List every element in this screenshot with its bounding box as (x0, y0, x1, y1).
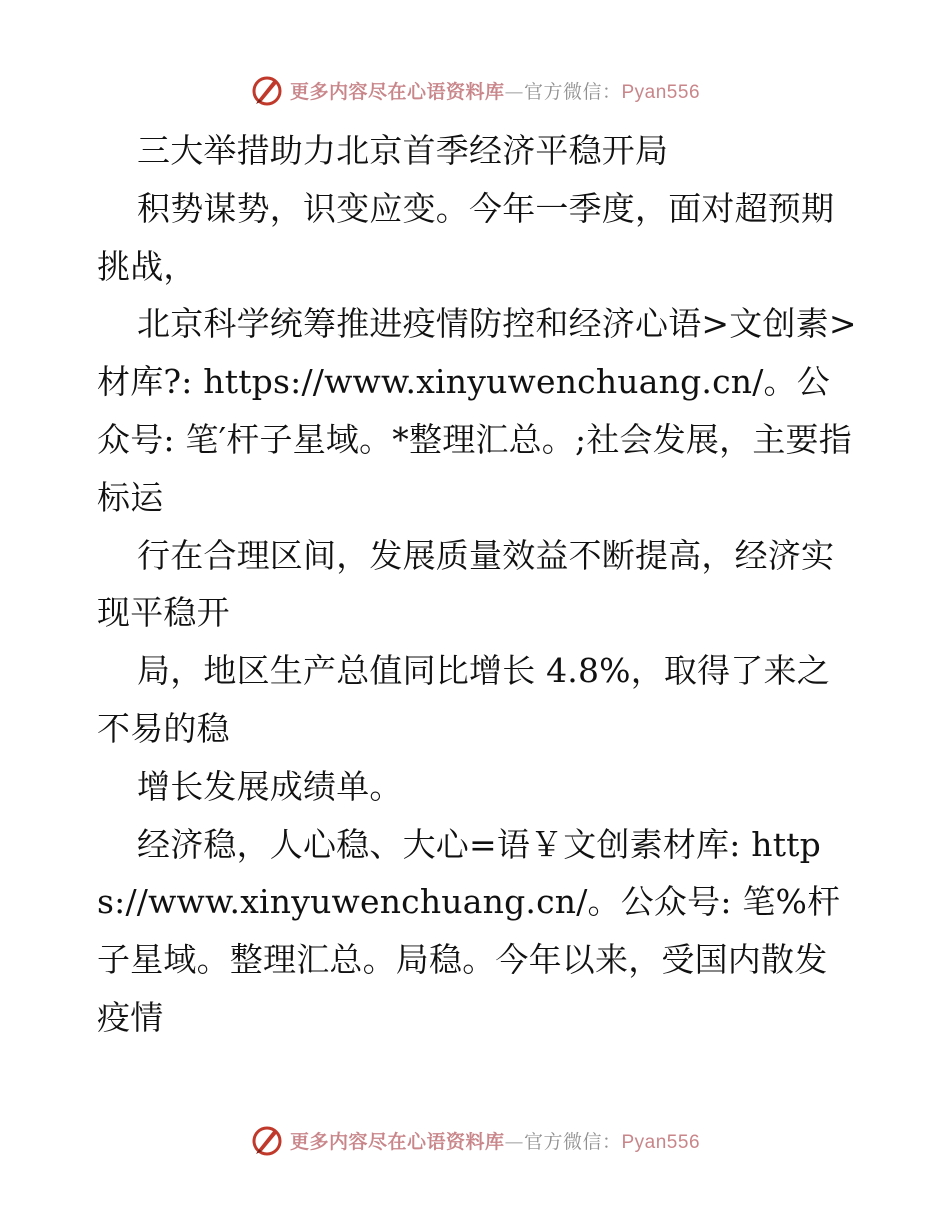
paragraph: 经济稳，人心稳、大心=语￥文创素材库: https://www.xinyuwenchuang.cn/。公众号: 笔%杆子星域。整理汇总。局稳。今年以来，受国内散发疫情 (97, 824, 841, 1037)
paragraph: 积势谋势，识变应变。今年一季度，面对超预期挑战， (97, 188, 835, 286)
footer-banner (0, 1120, 950, 1160)
header-banner-wechat-label: 官方微信： (523, 80, 622, 103)
header-banner-separator: — (504, 80, 524, 103)
footer-banner-wechat-label: 官方微信： (523, 1130, 622, 1153)
footer-banner-main: 更多内容尽在心语资料库 (289, 1130, 505, 1153)
document-title: 三大举措助力北京首季经济平稳开局 (137, 131, 669, 170)
footer-banner-text (290, 1127, 700, 1154)
footer-banner-separator: — (504, 1130, 524, 1153)
header-banner (0, 70, 950, 110)
header-banner-wechat-id: Pyan556 (621, 81, 701, 103)
quill-pen-logo-icon (250, 1123, 284, 1157)
quill-pen-logo-icon (250, 73, 284, 107)
header-banner-text (290, 77, 700, 104)
paragraph: 增长发展成绩单。 (137, 766, 403, 806)
footer-banner-wechat-id: Pyan556 (621, 1131, 701, 1153)
paragraph: 局，地区生产总值同比增长 4.8%，取得了来之不易的稳 (97, 651, 830, 748)
paragraph: 北京科学统筹推进疫情防控和经济心语>文创素>材库?: https://www.xinyuwenchuang.cn/。公众号: 笔′杆子星域。*整理汇总。;社会发展，主要指标运 (97, 304, 857, 517)
paragraph: 行在合理区间，发展质量效益不断提高，经济实现平稳开 (97, 535, 835, 633)
header-banner-main: 更多内容尽在心语资料库 (289, 80, 505, 103)
document-body (97, 122, 857, 1047)
